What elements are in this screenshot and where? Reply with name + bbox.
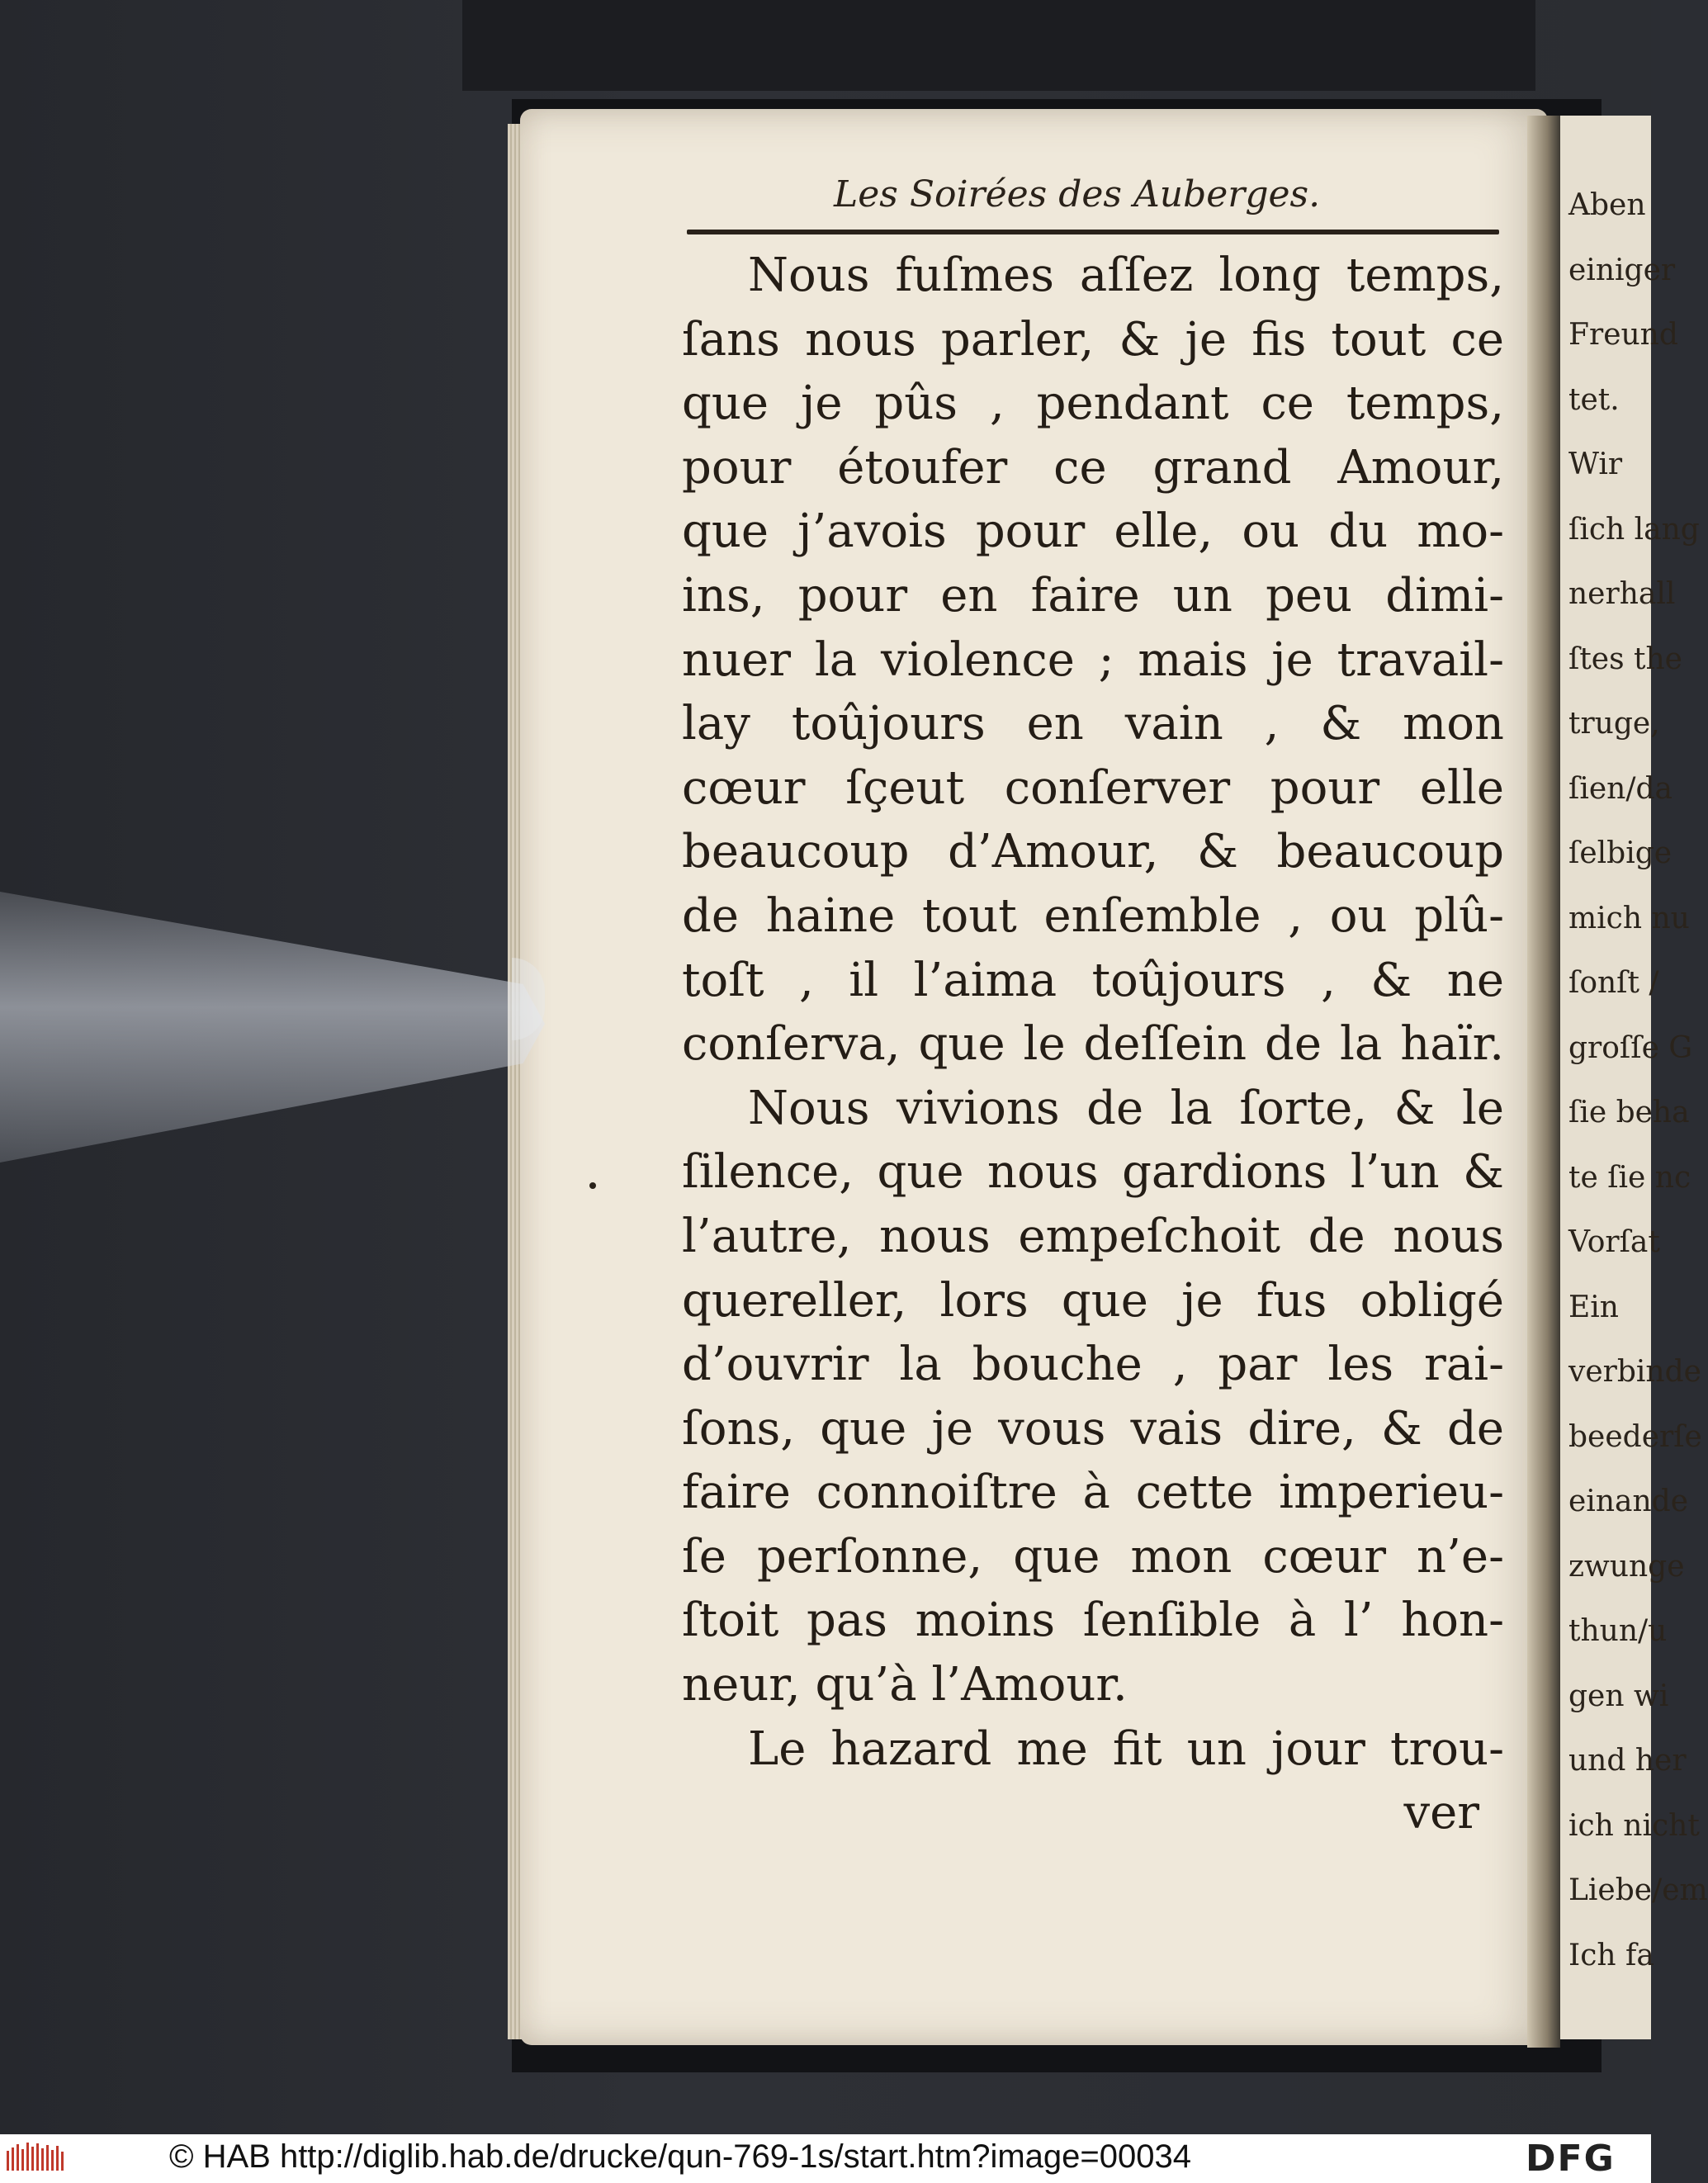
text-line: faire connoiſtre à cette imperieu- [682,1466,1504,1520]
copyright-link[interactable]: © HAB http://diglib.hab.de/drucke/qun-769-1s/start.htm?image=00034 [169,2138,1191,2175]
hab-barcode-logo-icon [7,2143,73,2174]
text-line: cœur ſçeut conſerver pour elle [682,760,1504,815]
text-line: ſe perſonne, que mon cœur n’e- [682,1529,1504,1584]
facing-page-line: Freund [1568,318,1678,352]
facing-page-line: gen wi [1568,1679,1669,1713]
facing-page-line: Ein [1568,1290,1619,1324]
facing-page-line: einiger [1568,253,1676,287]
facing-page-line: ſelbige [1568,836,1673,870]
facing-page-line: mich nu [1568,901,1690,935]
text-line: d’ouvrir la bouche , par les rai- [682,1338,1504,1392]
facing-page-line: Aben [1568,188,1646,222]
facing-page-line: Liebe/em [1568,1873,1708,1907]
text-line: neur, qu’à l’Amour. [682,1658,1128,1712]
facing-page-line: und her [1568,1744,1687,1778]
facing-page-line: te ſie nc [1568,1160,1691,1195]
facing-page-line: zwunge [1568,1549,1685,1584]
text-line: que j’avois pour elle, ou du mo- [682,504,1504,559]
facing-page [1560,116,1708,2039]
facing-page-line: Ich fa [1568,1938,1654,1972]
facing-page-line: tet. [1568,382,1620,417]
dfg-logo: DFG [1526,2138,1616,2180]
text-line: ſons, que je vous vais dire, & de [682,1401,1504,1456]
facing-page-line: beederſe [1568,1419,1702,1454]
facing-page-line: verbinde [1568,1355,1701,1389]
text-line: beaucoup d’Amour, & beaucoup [682,825,1504,879]
text-line: Nous vivions de la ſorte, & le [748,1081,1504,1135]
text-line: que je pûs , pendant ce temps, [682,376,1504,431]
margin-mark [589,1182,596,1189]
text-line: conſerva, que le deſſein de la haïr. [682,1017,1504,1072]
text-line: ins, pour en faire un peu dimi- [682,568,1504,623]
text-line: quereller, lors que je fus obligé [682,1273,1504,1328]
text-line: Le hazard me fit un jour trou- [748,1721,1504,1776]
head-rule [687,230,1499,234]
text-line: nuer la violence ; mais je travail- [682,632,1504,687]
facing-page-line: einande [1568,1485,1689,1518]
text-line: ſans nous parler, & je fis tout ce [682,312,1504,367]
book-gutter [1527,116,1560,2048]
facing-page-line: truge, [1568,707,1660,741]
facing-page-line: ich nicht [1568,1808,1700,1843]
page-body-text [682,244,1504,1845]
facing-page-line: ſien/da [1568,771,1673,806]
text-line: de haine tout enſemble , ou plû- [682,888,1504,943]
text-line: Nous fuſmes aſſez long temps, [748,249,1504,302]
facing-page-line: Vorſat [1568,1225,1660,1259]
text-line: ſilence, que nous gardions l’un & [682,1145,1504,1200]
facing-page-text [1568,173,1708,1988]
text-line: l’autre, nous empeſchoit de nous [682,1209,1504,1263]
running-head: Les Soirées des Auberges. [834,173,1321,215]
text-line: toſt , il l’aima toûjours , & ne [682,953,1504,1007]
facing-page-line: thun/u [1568,1614,1668,1648]
facing-page-line: Wir [1568,447,1623,481]
text-line: lay toûjours en vain , & mon [682,697,1504,751]
facing-page-line: ſtes the [1568,642,1682,676]
facing-page-line: nerhall [1568,577,1676,611]
scan-top-shadow [462,0,1535,91]
facing-page-line: ſonſt / [1568,966,1659,1000]
text-line: pour étoufer ce grand Amour, [682,440,1504,495]
facing-page-line: ſie beha [1568,1096,1690,1129]
text-line: ſtoit pas moins ſenſible à l’ hon- [682,1593,1504,1648]
facing-page-line: groſſe G [1568,1030,1693,1065]
facing-page-line: ſich lang [1568,512,1700,547]
catchword: ver [1403,1786,1479,1840]
footer-bar [0,2134,1651,2183]
